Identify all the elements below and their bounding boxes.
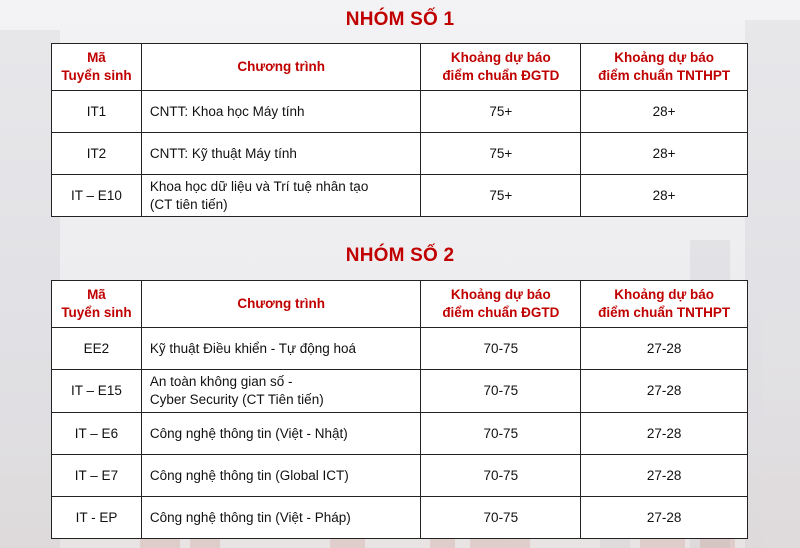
group-2-title: NHÓM SỐ 2 <box>345 245 455 266</box>
header-thpt: Khoảng dự báo điểm chuẩn TNTHPT <box>581 44 748 91</box>
table-row <box>52 497 748 539</box>
row-dgtd: 70-75 <box>421 497 581 539</box>
table-header-row <box>52 44 748 91</box>
row-thpt: 28+ <box>581 175 748 217</box>
row-code: IT1 <box>52 91 142 133</box>
row-code: IT – E10 <box>52 175 142 217</box>
row-program: Công nghệ thông tin (Việt - Pháp) <box>141 497 421 539</box>
table-row <box>52 413 748 455</box>
row-dgtd: 75+ <box>421 175 581 217</box>
row-program: Công nghệ thông tin (Global ICT) <box>141 455 421 497</box>
table-row <box>52 455 748 497</box>
row-code: IT – E15 <box>52 370 142 413</box>
row-code: IT – E7 <box>52 455 142 497</box>
group-2-table <box>51 280 748 539</box>
table-header-row <box>52 281 748 328</box>
row-thpt: 27-28 <box>581 413 748 455</box>
table-row <box>52 370 748 413</box>
row-dgtd: 70-75 <box>421 328 581 370</box>
row-thpt: 27-28 <box>581 455 748 497</box>
group-1-table <box>51 43 748 217</box>
group-1-title: NHÓM SỐ 1 <box>345 9 455 30</box>
row-program: Kỹ thuật Điều khiển - Tự động hoá <box>141 328 421 370</box>
row-thpt: 27-28 <box>581 370 748 413</box>
header-dgtd: Khoảng dự báo điểm chuẩn ĐGTD <box>421 281 581 328</box>
row-program: Khoa học dữ liệu và Trí tuệ nhân tạo (CT tiên tiến) <box>141 175 421 217</box>
row-program: An toàn không gian số - Cyber Security (CT Tiên tiến) <box>141 370 421 413</box>
row-dgtd: 70-75 <box>421 370 581 413</box>
row-code: EE2 <box>52 328 142 370</box>
table-row <box>52 328 748 370</box>
table-row <box>52 133 748 175</box>
row-dgtd: 75+ <box>421 91 581 133</box>
row-dgtd: 70-75 <box>421 413 581 455</box>
row-thpt: 27-28 <box>581 328 748 370</box>
row-code: IT2 <box>52 133 142 175</box>
header-code: Mã Tuyển sinh <box>52 44 142 91</box>
row-program: CNTT: Kỹ thuật Máy tính <box>141 133 421 175</box>
row-program: CNTT: Khoa học Máy tính <box>141 91 421 133</box>
header-program: Chương trình <box>141 44 421 91</box>
header-program: Chương trình <box>141 281 421 328</box>
row-dgtd: 75+ <box>421 133 581 175</box>
row-thpt: 28+ <box>581 133 748 175</box>
row-dgtd: 70-75 <box>421 455 581 497</box>
row-code: IT – E6 <box>52 413 142 455</box>
table-row <box>52 91 748 133</box>
row-code: IT - EP <box>52 497 142 539</box>
row-thpt: 28+ <box>581 91 748 133</box>
header-thpt: Khoảng dự báo điểm chuẩn TNTHPT <box>581 281 748 328</box>
header-dgtd: Khoảng dự báo điểm chuẩn ĐGTD <box>421 44 581 91</box>
table-row <box>52 175 748 217</box>
header-code: Mã Tuyển sinh <box>52 281 142 328</box>
row-thpt: 27-28 <box>581 497 748 539</box>
row-program: Công nghệ thông tin (Việt - Nhật) <box>141 413 421 455</box>
